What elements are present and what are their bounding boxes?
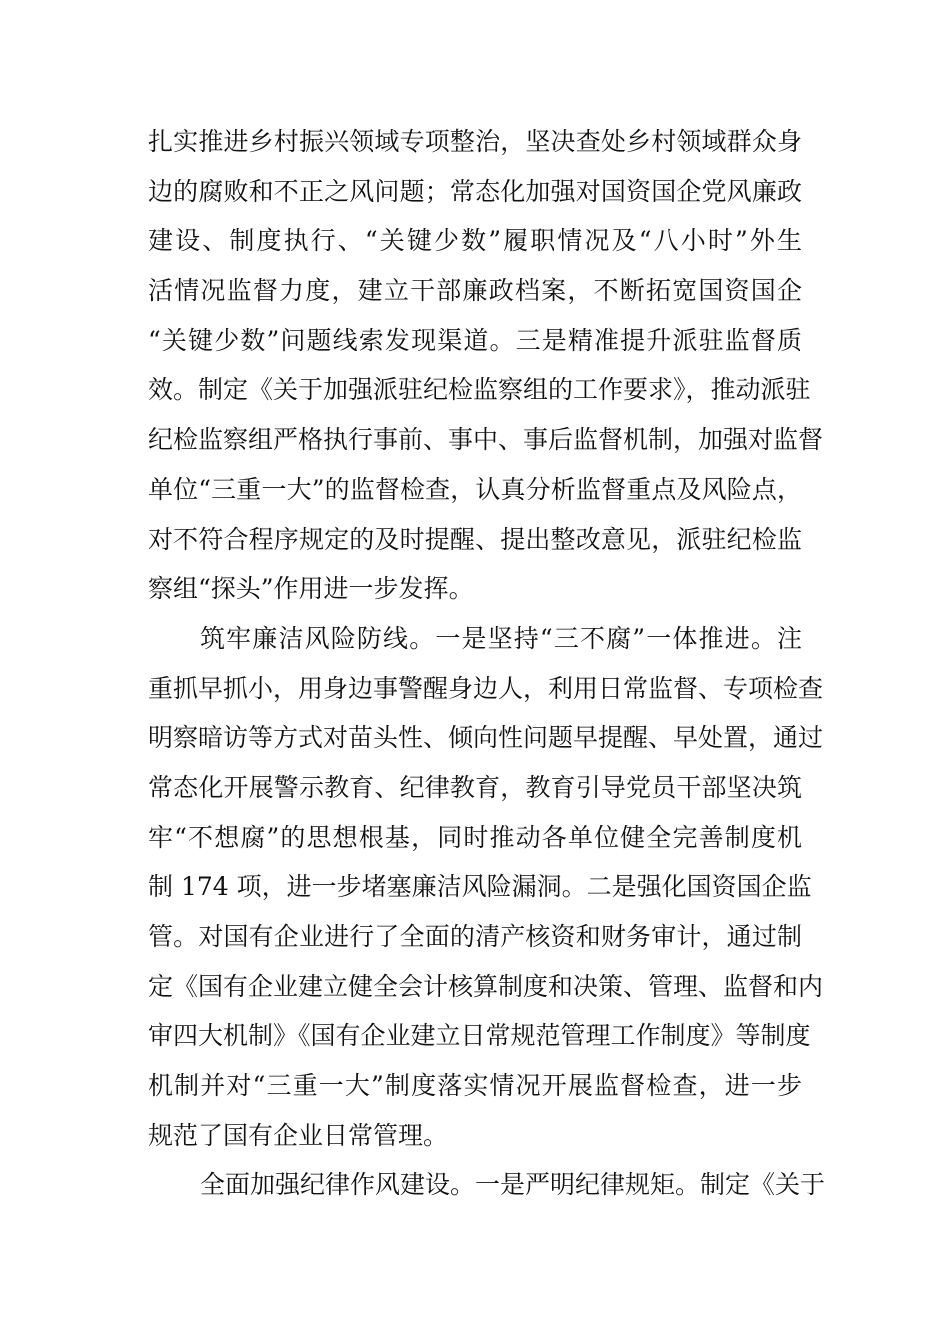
text-line: 明察暗访等方式对苗头性、倾向性问题早提醒、早处置，通过 [148, 723, 824, 753]
text-line: 制 174 项，进一步堵塞廉洁风险漏洞。二是强化国资国企监 [148, 872, 812, 902]
text-line: 规范了国有企业日常管理。 [148, 1120, 449, 1150]
text-line: 定《国有企业建立健全会计核算制度和决策、管理、监督和内 [148, 971, 824, 1001]
text-line: 边的腐败和不正之风问题；常态化加强对国资国企党风廉政 [148, 176, 802, 206]
text-line: 纪检监察组严格执行事前、事中、事后监督机制，加强对监督 [148, 425, 824, 455]
text-line: 建设、制度执行、“关键少数”履职情况及“八小时”外生 [148, 226, 802, 256]
text-line: “关键少数”问题线索发现渠道。三是精准提升派驻监督质 [148, 325, 802, 355]
text-line: 审四大机制》《国有企业建立日常规范管理工作制度》等制度 [148, 1021, 811, 1051]
text-line: 筑牢廉洁风险防线。一是坚持“三不腐”一体推进。注 [200, 623, 802, 653]
document-body [148, 117, 826, 1210]
text-line: 察组“探头”作用进一步发挥。 [148, 574, 474, 604]
text-line: 重抓早抓小，用身边事警醒身边人，利用日常监督、专项检查 [148, 673, 824, 703]
text-line: 扎实推进乡村振兴领域专项整治，坚决查处乡村领域群众身 [148, 127, 802, 156]
text-line: 全面加强纪律作风建设。一是严明纪律规矩。制定《关于 [200, 1170, 826, 1200]
text-line: 机制并对“三重一大”制度落实情况开展监督检查，进一步 [148, 1071, 802, 1101]
text-line: 管。对国有企业进行了全面的清产核资和财务审计，通过制 [148, 922, 802, 951]
text-line: 活情况监督力度，建立干部廉政档案，不断拓宽国资国企 [148, 276, 802, 306]
text-line: 对不符合程序规定的及时提醒、提出整改意见，派驻纪检监 [148, 524, 802, 554]
text-line: 单位“三重一大”的监督检查，认真分析监督重点及风险点， [148, 474, 802, 504]
text-line: 效。制定《关于加强派驻纪检监察组的工作要求》，推动派驻 [148, 375, 811, 405]
text-line: 牢“不想腐”的思想根基，同时推动各单位健全完善制度机 [148, 822, 802, 852]
text-line: 常态化开展警示教育、纪律教育，教育引导党员干部坚决筑 [148, 772, 802, 802]
